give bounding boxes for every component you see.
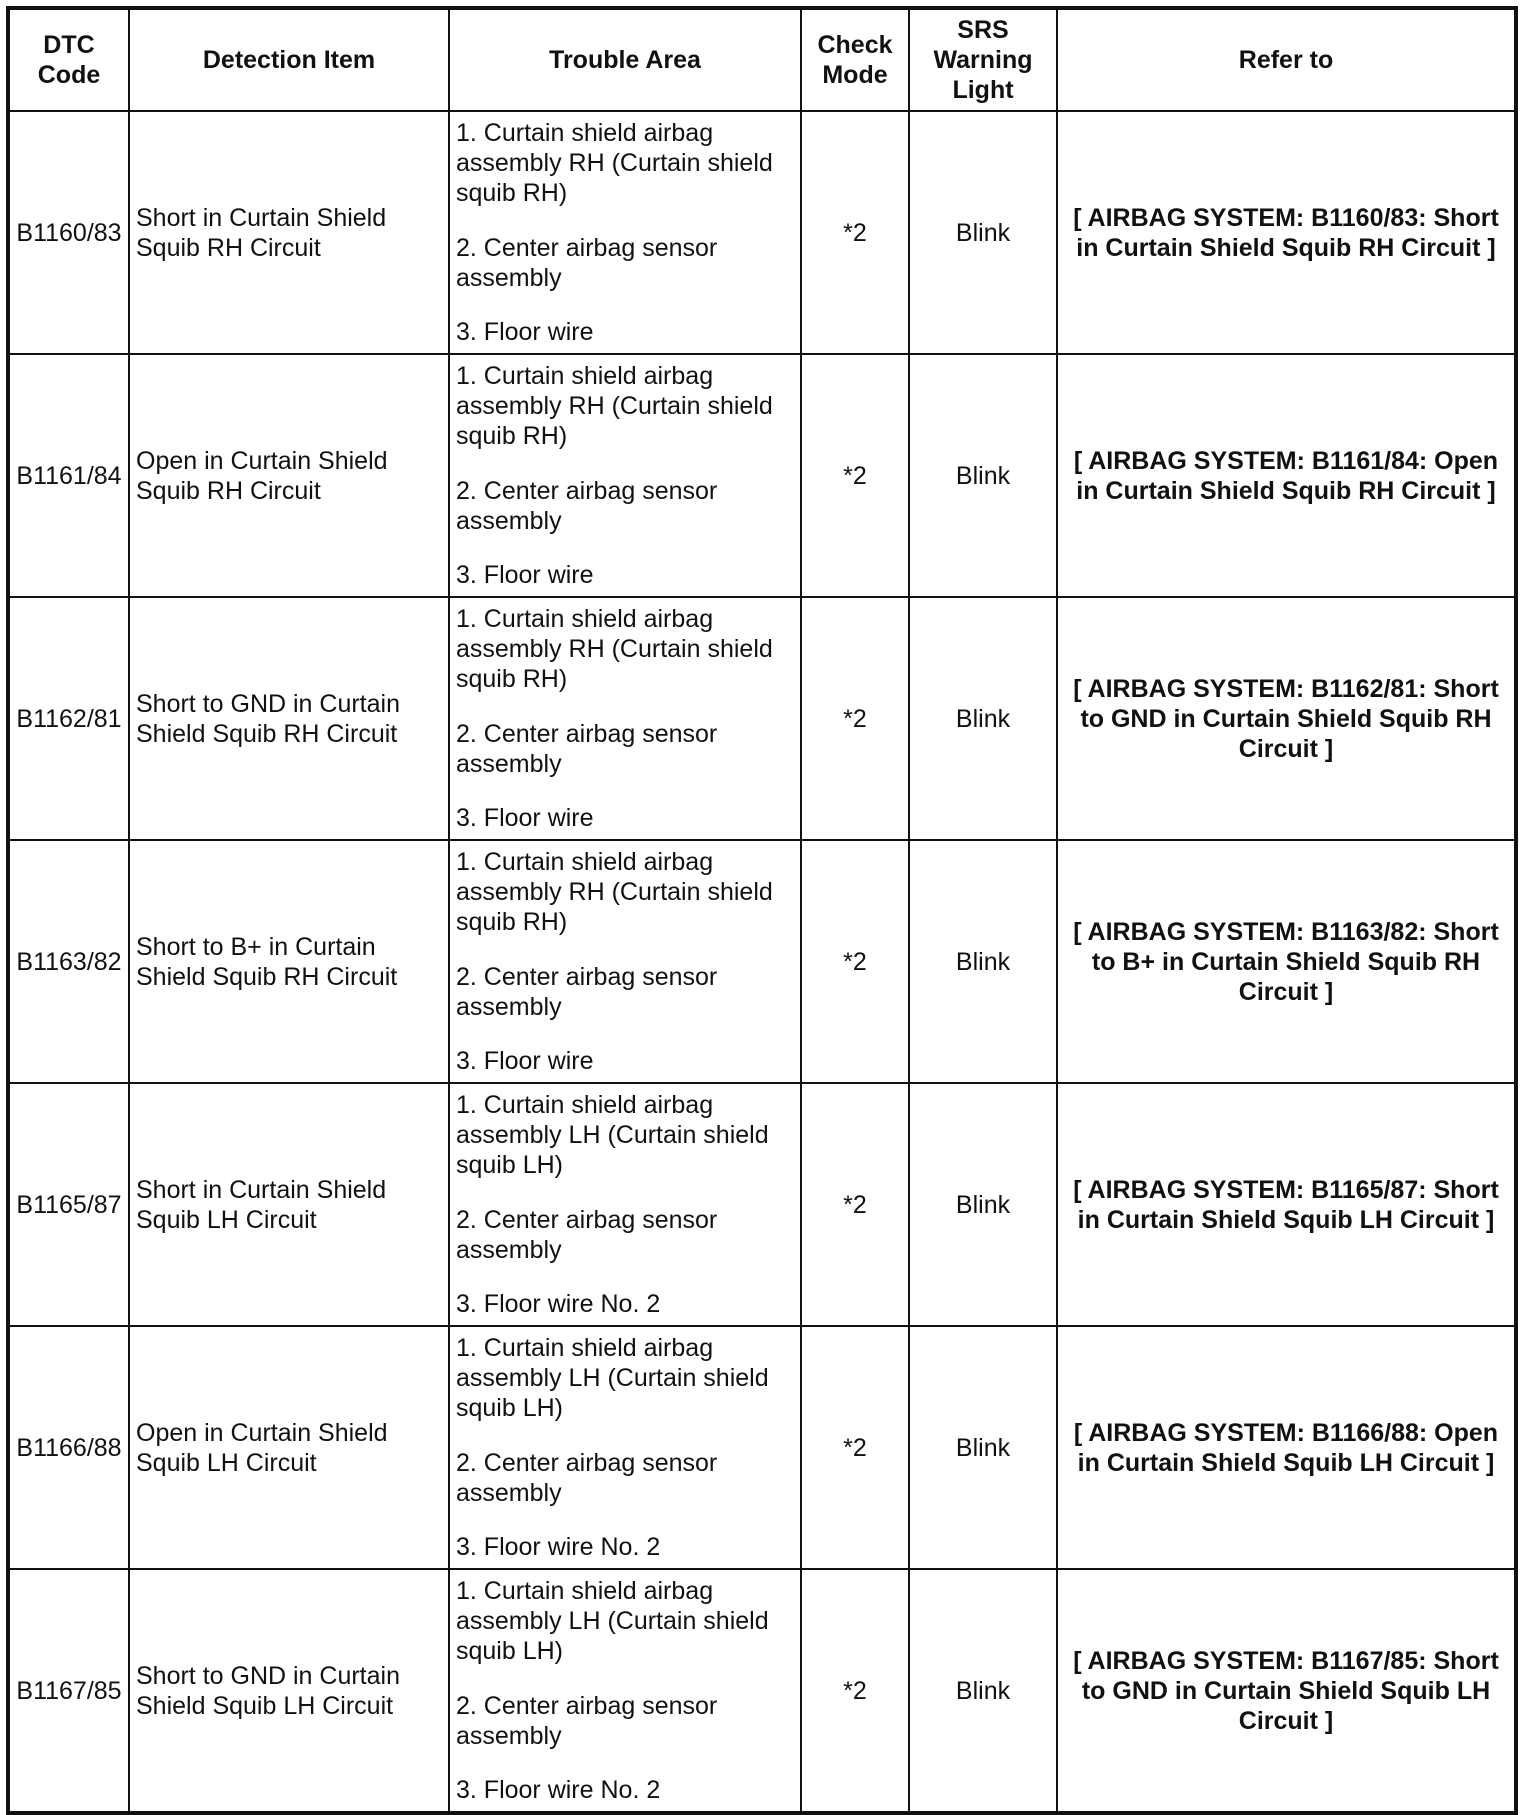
- detection-item-cell: Open in Curtain Shield Squib LH Circuit: [129, 1326, 449, 1569]
- srs-warning-light-cell: Blink: [909, 1326, 1057, 1569]
- table-row: [8, 1326, 1516, 1569]
- srs-warning-light-cell: Blink: [909, 354, 1057, 597]
- srs-warning-light-cell: Blink: [909, 111, 1057, 354]
- trouble-area-item: 3. Floor wire: [456, 1047, 594, 1075]
- srs-warning-light-cell: Blink: [909, 1569, 1057, 1813]
- trouble-area-item: 2. Center airbag sensor assembly: [456, 234, 718, 292]
- table-row: [8, 354, 1516, 597]
- trouble-area-item: 2. Center airbag sensor assembly: [456, 1692, 718, 1750]
- table-row: [8, 1569, 1516, 1813]
- trouble-area-item: 1. Curtain shield airbag assembly LH (Curtain shield squib LH): [456, 1091, 769, 1179]
- detection-item-cell: Short in Curtain Shield Squib LH Circuit: [129, 1083, 449, 1326]
- dtc-code-cell: B1165/87: [8, 1083, 129, 1326]
- trouble-area-item: 1. Curtain shield airbag assembly RH (Curtain shield squib RH): [456, 119, 773, 207]
- trouble-area-cell: [449, 597, 801, 840]
- detection-item-cell: Short to GND in Curtain Shield Squib RH Circuit: [129, 597, 449, 840]
- trouble-area-item: 3. Floor wire: [456, 561, 594, 589]
- header-row: [8, 8, 1516, 111]
- trouble-area-item: 1. Curtain shield airbag assembly RH (Curtain shield squib RH): [456, 848, 773, 936]
- dtc-table-container: [6, 6, 1518, 1815]
- trouble-area-item: 1. Curtain shield airbag assembly RH (Curtain shield squib RH): [456, 362, 773, 450]
- table-row: [8, 840, 1516, 1083]
- table-row: [8, 1083, 1516, 1326]
- detection-item-cell: Short in Curtain Shield Squib RH Circuit: [129, 111, 449, 354]
- trouble-area-cell: [449, 111, 801, 354]
- check-mode-cell: *2: [801, 111, 909, 354]
- check-mode-cell: *2: [801, 597, 909, 840]
- trouble-area-item: 3. Floor wire No. 2: [456, 1290, 661, 1318]
- refer-to-cell: [ AIRBAG SYSTEM: B1161/84: Open in Curtain Shield Squib RH Circuit ]: [1057, 354, 1516, 597]
- trouble-area-item: 3. Floor wire No. 2: [456, 1776, 661, 1804]
- detection-item-cell: Open in Curtain Shield Squib RH Circuit: [129, 354, 449, 597]
- trouble-area-item: 1. Curtain shield airbag assembly LH (Curtain shield squib LH): [456, 1334, 769, 1422]
- trouble-area-item: 2. Center airbag sensor assembly: [456, 963, 718, 1021]
- dtc-code-cell: B1161/84: [8, 354, 129, 597]
- header-dtc-code: DTC Code: [8, 8, 129, 111]
- trouble-area-item: 2. Center airbag sensor assembly: [456, 1206, 718, 1264]
- check-mode-cell: *2: [801, 354, 909, 597]
- table-row: [8, 597, 1516, 840]
- trouble-area-item: 1. Curtain shield airbag assembly RH (Curtain shield squib RH): [456, 605, 773, 693]
- dtc-code-cell: B1167/85: [8, 1569, 129, 1813]
- srs-warning-light-cell: Blink: [909, 840, 1057, 1083]
- check-mode-cell: *2: [801, 1569, 909, 1813]
- trouble-area-item: 3. Floor wire: [456, 804, 594, 832]
- refer-to-cell: [ AIRBAG SYSTEM: B1166/88: Open in Curtain Shield Squib LH Circuit ]: [1057, 1326, 1516, 1569]
- table-row: [8, 111, 1516, 354]
- dtc-code-cell: B1162/81: [8, 597, 129, 840]
- dtc-table: [6, 6, 1518, 1815]
- srs-warning-light-cell: Blink: [909, 1083, 1057, 1326]
- check-mode-cell: *2: [801, 1326, 909, 1569]
- header-check-mode: Check Mode: [801, 8, 909, 111]
- table-body: [8, 111, 1516, 1813]
- header-srs-warning-light: SRS Warning Light: [909, 8, 1057, 111]
- trouble-area-item: 2. Center airbag sensor assembly: [456, 477, 718, 535]
- header-trouble-area: Trouble Area: [449, 8, 801, 111]
- dtc-code-cell: B1160/83: [8, 111, 129, 354]
- trouble-area-item: 3. Floor wire: [456, 318, 594, 346]
- trouble-area-cell: [449, 1569, 801, 1813]
- dtc-code-cell: B1163/82: [8, 840, 129, 1083]
- header-refer-to: Refer to: [1057, 8, 1516, 111]
- srs-warning-light-cell: Blink: [909, 597, 1057, 840]
- refer-to-cell: [ AIRBAG SYSTEM: B1167/85: Short to GND in Curtain Shield Squib LH Circuit ]: [1057, 1569, 1516, 1813]
- refer-to-cell: [ AIRBAG SYSTEM: B1162/81: Short to GND in Curtain Shield Squib RH Circuit ]: [1057, 597, 1516, 840]
- check-mode-cell: *2: [801, 1083, 909, 1326]
- trouble-area-item: 2. Center airbag sensor assembly: [456, 1449, 718, 1507]
- refer-to-cell: [ AIRBAG SYSTEM: B1163/82: Short to B+ in Curtain Shield Squib RH Circuit ]: [1057, 840, 1516, 1083]
- header-detection-item: Detection Item: [129, 8, 449, 111]
- trouble-area-cell: [449, 1326, 801, 1569]
- check-mode-cell: *2: [801, 840, 909, 1083]
- trouble-area-item: 1. Curtain shield airbag assembly LH (Curtain shield squib LH): [456, 1577, 769, 1665]
- refer-to-cell: [ AIRBAG SYSTEM: B1165/87: Short in Curtain Shield Squib LH Circuit ]: [1057, 1083, 1516, 1326]
- trouble-area-item: 3. Floor wire No. 2: [456, 1533, 661, 1561]
- dtc-code-cell: B1166/88: [8, 1326, 129, 1569]
- detection-item-cell: Short to B+ in Curtain Shield Squib RH Circuit: [129, 840, 449, 1083]
- refer-to-cell: [ AIRBAG SYSTEM: B1160/83: Short in Curtain Shield Squib RH Circuit ]: [1057, 111, 1516, 354]
- trouble-area-cell: [449, 354, 801, 597]
- detection-item-cell: Short to GND in Curtain Shield Squib LH Circuit: [129, 1569, 449, 1813]
- trouble-area-cell: [449, 1083, 801, 1326]
- trouble-area-item: 2. Center airbag sensor assembly: [456, 720, 718, 778]
- trouble-area-cell: [449, 840, 801, 1083]
- table-header: [8, 8, 1516, 111]
